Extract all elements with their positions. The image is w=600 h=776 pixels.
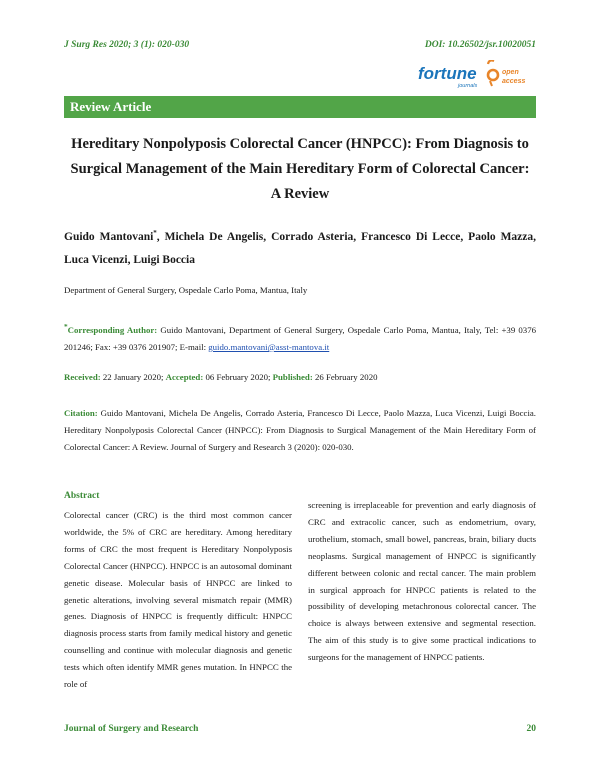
abstract-column-left: Colorectal cancer (CRC) is the third most common cancer worldwide, the 5% of CRC are hereditary. Among hereditary forms of CRC the most frequent is Hereditary Nonpolyposis Colorectal Cancer (HNPCC). HNPCC is an autosomal dominant genetic disease. Molecular basis of HNPCC are linked to genetic alterations, involving several mismatch repair (MMR) genes. Diagnosis of HNPCC is frequently difficult: HNPCC diagnosis process starts from family medical history and genetic counselling and continue with molecular diagnosis and genetic tests which often identify MMR genes mutation. In HNPCC the role of (64, 510, 292, 690)
corresponding-author: *Corresponding Author: Guido Mantovani, Department of General Surgery, Ospedale Carlo Poma, Mantua, Italy, Tel: +39 0376 201246; Fax: +39 0376 201907; E-mail: guido.mantovani@asst-mantova.it (64, 322, 536, 352)
accepted-date: 06 February 2020; (203, 372, 273, 382)
author-list (64, 222, 536, 272)
running-header (64, 40, 536, 54)
logo-subtitle: journals (458, 83, 478, 89)
citation (64, 405, 536, 456)
svg-text:open: open (502, 69, 519, 76)
citation-label: Citation: (64, 408, 98, 418)
corresponding-mark: * (153, 229, 157, 237)
journal-reference: J Surg Res 2020; 3 (1): 020-030 (64, 40, 190, 50)
page-footer (64, 724, 536, 738)
corresponding-label: Corresponding Author: (67, 324, 158, 335)
email-link[interactable]: guido.mantovani@asst-mantova.it (208, 341, 330, 352)
first-author: Guido Mantovani (64, 230, 154, 243)
corresponding-details: Guido Mantovani, Department of General Surgery, Ospedale Carlo Poma, Mantua, Italy, Tel: +39 0376 201246; Fax: +39 0376 201907; E-mail: (64, 324, 536, 352)
page-number: 20 (526, 724, 536, 734)
article-title: Hereditary Nonpolyposis Colorectal Cancer (HNPCC): From Diagnosis to Surgical Management of the Main Hereditary Form of Colorectal Cancer: A Review (70, 136, 530, 202)
footer-journal: Journal of Surgery and Research (64, 724, 199, 734)
citation-text: Guido Mantovani, Michela De Angelis, Corrado Asteria, Francesco Di Lecce, Paolo Mazza, Luca Vicenzi, Luigi Boccia. Hereditary Nonpolyposis Colorectal Cancer (HNPCC): From Diagnosis to Surgical Management of the Main Hereditary Form of Colorectal Cancer: A Review. Journal of Surgery and Research 3 (2020): 020-030. (64, 408, 536, 452)
doi[interactable]: DOI: 10.26502/jsr.10020051 (424, 40, 536, 50)
logo-wordmark: fortune (418, 64, 477, 83)
publisher-logo[interactable] (418, 60, 536, 92)
other-authors: , Michela De Angelis, Corrado Asteria, Francesco Di Lecce, Paolo Mazza, Luca Vicenzi, Luigi Boccia (64, 230, 537, 266)
received-date: 22 January 2020; (100, 372, 166, 382)
abstract-column-right: screening is irreplaceable for prevention and early diagnosis of CRC and extracolic cancer, such as endometrium, ovary, urothelium, stomach, small bowel, pancreas, brain, biliary ducts neoplasms. Surgical management of HNPCC is significantly different between colonic and rectal cancer. The main problem in surgical approach for HNPCC patients is related to the possibility of developing metachronous colorectal cancer. The choice is always between extensive and segmental resection. The aim of this study is to give some practical indications to surgeons for the management of HNPCC patients. (308, 500, 536, 663)
affiliation: Department of General Surgery, Ospedale Carlo Poma, Mantua, Italy (64, 285, 308, 295)
published-date: 26 February 2020 (312, 372, 378, 382)
article-dates: Received: 22 January 2020; Accepted: 06 February 2020; Published: 26 February 2020 (64, 372, 378, 382)
svg-text:access: access (502, 78, 526, 85)
fortune-journals-logo-icon (418, 60, 536, 92)
abstract-heading: Abstract (64, 491, 100, 501)
article-type-banner: Review Article (64, 96, 536, 118)
